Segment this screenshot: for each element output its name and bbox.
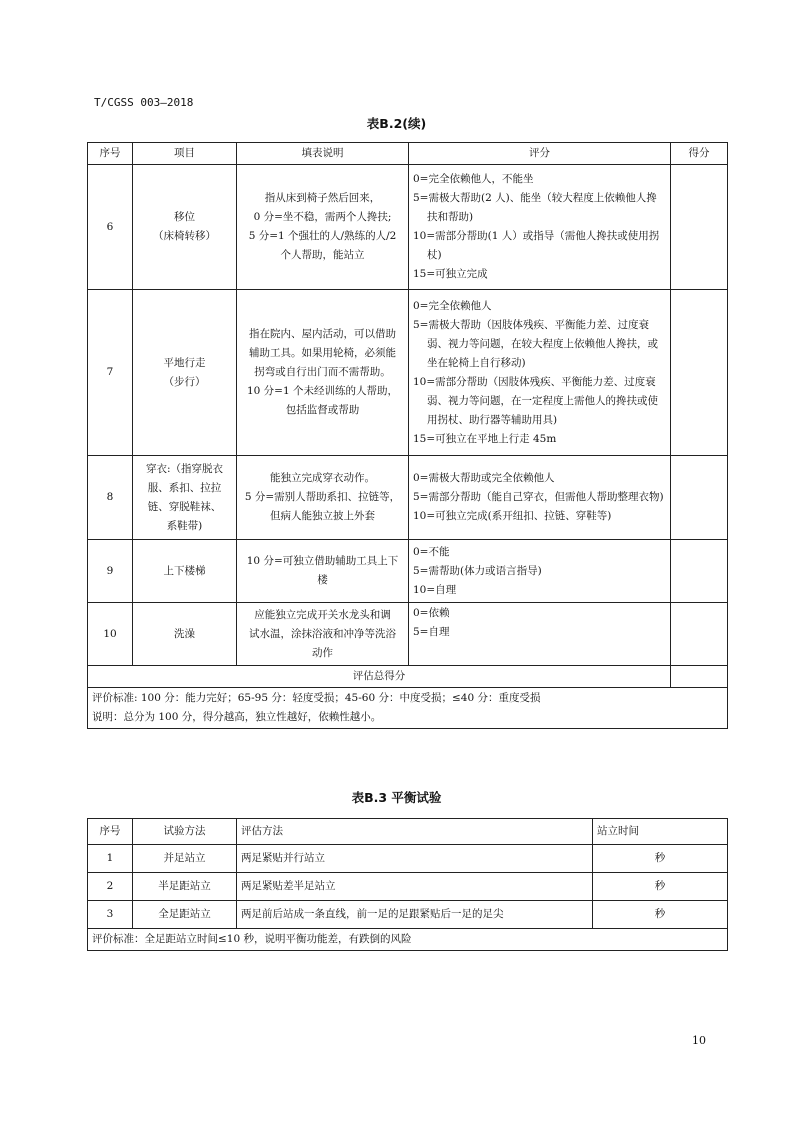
score-cell[interactable] [671,540,728,603]
col-header-time: 站立时间 [593,819,728,845]
table-row [88,603,728,666]
col-header-no: 序号 [88,819,133,845]
row-method: 半足距站立 [133,873,237,901]
row-no: 9 [88,540,133,603]
score-line: 10=自理 [413,583,457,596]
row-item: 穿衣:（指穿脱衣 服、系扣、拉拉 链、穿脱鞋袜、 系鞋带) [133,456,237,540]
total-score-label: 评估总得分 [88,666,671,688]
row-scores [409,603,671,666]
row-scores [409,165,671,290]
score-cell[interactable] [671,165,728,290]
row-eval: 两足紧贴差半足站立 [237,873,593,901]
score-line: 5=需部分帮助（能自己穿衣，但需他人帮助整理衣物) [413,491,664,503]
row-method: 并足站立 [133,845,237,873]
score-line: 0=完全依赖他人 [413,299,492,312]
col-header-item: 项目 [133,143,237,165]
page-number: 10 [692,1034,706,1047]
score-cell[interactable] [671,603,728,666]
table-b2 [87,142,728,729]
row-item: 移位 （床椅转移） [133,165,237,290]
row-desc: 能独立完成穿衣动作。 5 分=需别人帮助系扣、拉链等， 但病人能独立披上外套 [237,456,409,540]
score-line: 5=需极大帮助(2 人)、能坐（较大程度上依赖他人搀扶和帮助) [413,192,657,223]
score-line: 0=不能 [413,545,450,558]
score-line: 15=可独立完成 [413,268,488,280]
row-no: 10 [88,603,133,666]
table-row [88,873,728,901]
document-code: T/CGSS 003—2018 [94,96,194,109]
table-b3 [87,818,728,951]
row-no: 1 [88,845,133,873]
col-header-result: 得分 [671,143,728,165]
score-cell[interactable] [671,290,728,456]
col-header-score: 评分 [409,143,671,165]
row-item: 上下楼梯 [133,540,237,603]
table-row [88,165,728,290]
row-item: 平地行走 （步行） [133,290,237,456]
row-method: 全足距站立 [133,901,237,929]
score-line: 0=完全依赖他人，不能坐 [413,173,534,185]
row-time[interactable]: 秒 [593,873,728,901]
evaluation-criteria: 评价标准：全足距站立时间≤10 秒，说明平衡功能差，有跌倒的风险 [88,929,728,951]
table-row [88,540,728,603]
row-time[interactable]: 秒 [593,901,728,929]
row-no: 3 [88,901,133,929]
table-b3-caption: 表B.3 平衡试验 [351,790,442,805]
col-header-method: 试验方法 [133,819,237,845]
row-no: 2 [88,873,133,901]
score-line: 5=需极大帮助（因肢体残疾、平衡能力差、过度衰弱、视力等问题，在较大程度上依赖他人搀扶，或坐在轮椅上自行移动) [413,318,658,369]
row-desc: 指在院内、屋内活动，可以借助 辅助工具。如果用轮椅，必须能 拐弯或自行出门而不需帮助。 10 分=1 个未经训练的人帮助， 包括监督或帮助 [237,290,409,456]
row-no: 7 [88,290,133,456]
score-line: 10=需部分帮助（因肢体残疾、平衡能力差、过度衰弱、视力等问题，在一定程度上需他人的搀扶或使用拐杖、助行器等辅助用具) [413,375,658,426]
col-header-desc: 填表说明 [237,143,409,165]
score-line: 5=自理 [413,626,450,638]
score-line: 0=依赖 [413,607,450,619]
table-row [88,290,728,456]
row-desc: 10 分=可独立借助辅助工具上下 楼 [237,540,409,603]
score-line: 0=需极大帮助或完全依赖他人 [413,472,555,484]
row-item: 洗澡 [133,603,237,666]
score-line: 15=可独立在平地上行走 45m [413,432,557,445]
col-header-no: 序号 [88,143,133,165]
row-no: 6 [88,165,133,290]
table-row [88,456,728,540]
row-desc: 指从床到椅子然后回来， 0 分=坐不稳，需两个人搀扶; 5 分=1 个强壮的人/熟练的人/2 个人帮助，能站立 [237,165,409,290]
row-scores [409,540,671,603]
score-line: 5=需帮助(体力或语言指导) [413,564,542,577]
row-desc: 应能独立完成开关水龙头和调 试水温，涂抹浴液和冲净等洗浴 动作 [237,603,409,666]
col-header-eval: 评估方法 [237,819,593,845]
row-eval: 两足前后站成一条直线，前一足的足跟紧贴后一足的足尖 [237,901,593,929]
table-row [88,845,728,873]
score-cell[interactable] [671,456,728,540]
row-time[interactable]: 秒 [593,845,728,873]
evaluation-criteria: 评价标准: 100 分：能力完好；65-95 分：轻度受损；45-60 分：中度受损；≤40 分：重度受损 [92,692,541,704]
total-score-cell[interactable] [671,666,728,688]
score-line: 10=可独立完成(系开纽扣、拉链、穿鞋等) [413,510,612,522]
row-no: 8 [88,456,133,540]
row-scores [409,290,671,456]
score-line: 10=需部分帮助(1 人）或指导（需他人搀扶或使用拐杖) [413,230,660,261]
explanation-note: 说明：总分为 100 分，得分越高，独立性越好，依赖性越小。 [92,711,382,723]
footnotes [88,688,728,729]
table-row [88,901,728,929]
row-scores [409,456,671,540]
row-eval: 两足紧贴并行站立 [237,845,593,873]
table-b2-caption: 表B.2(续) [366,116,427,131]
